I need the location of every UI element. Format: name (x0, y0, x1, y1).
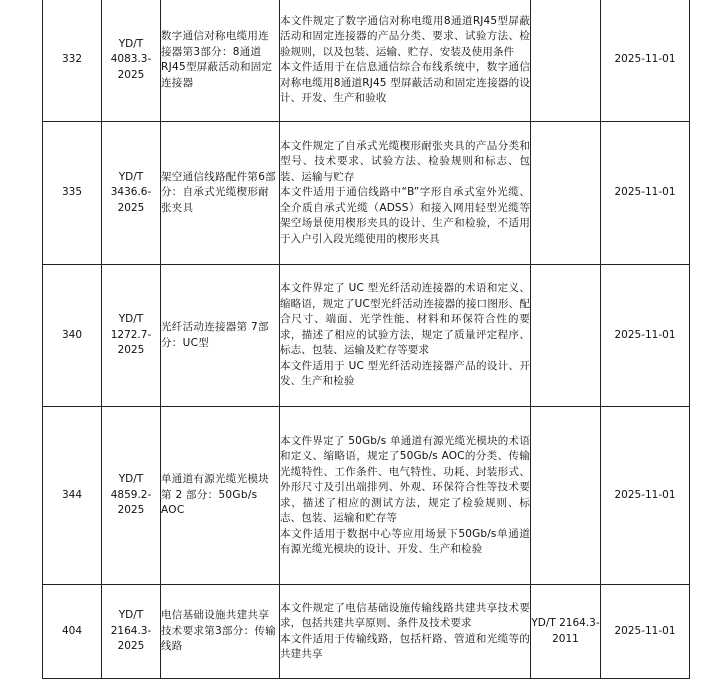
standard-name: 光纤活动连接器第 7部分：UC型 (161, 265, 280, 407)
effective-date: 2025-11-01 (601, 407, 690, 585)
replaced-standard (531, 122, 601, 265)
table-row (43, 585, 690, 679)
standard-name: 电信基础设施共建共享技术要求第3部分：传输线路 (161, 585, 280, 679)
standard-scope: 本文件界定了 UC 型光纤活动连接器的术语和定义、缩略语，规定了UC型光纤活动连接器的接口图形、配合尺寸、端面、光学性能、材料和环保符合性的要求，描述了相应的试验方法，规定了质量评定程序、标志、包装、运输及贮存等要求 本文件适用于 UC 型光纤活动连接器产品的设计、开发、生产和检验 (280, 265, 531, 407)
table-row (43, 407, 690, 585)
standard-code: YD/T 4083.3- 2025 (102, 0, 161, 122)
table-row (43, 0, 690, 122)
row-number: 332 (43, 0, 102, 122)
standards-table (42, 0, 690, 679)
row-number: 340 (43, 265, 102, 407)
standard-code: YD/T 3436.6- 2025 (102, 122, 161, 265)
effective-date: 2025-11-01 (601, 122, 690, 265)
replaced-standard (531, 265, 601, 407)
effective-date: 2025-11-01 (601, 0, 690, 122)
replaced-standard (531, 0, 601, 122)
standard-name: 架空通信线路配件第6部分：自承式光缆楔形耐张夹具 (161, 122, 280, 265)
replaced-standard (531, 407, 601, 585)
table-row (43, 265, 690, 407)
standard-code: YD/T 1272.7- 2025 (102, 265, 161, 407)
standard-scope: 本文件规定了自承式光缆楔形耐张夹具的产品分类和型号、技术要求、试验方法、检验规则和标志、包装、运输与贮存 本文件适用于通信线路中“B”字形自承式室外光缆、全介质自承式光缆（ADSS）和接入网用轻型光缆等架空场景使用楔形夹具的设计、生产和检验，不适用于入户引入段光缆使用的楔形夹具 (280, 122, 531, 265)
replaced-standard: YD/T 2164.3-2011 (531, 585, 601, 679)
standard-code: YD/T 4859.2- 2025 (102, 407, 161, 585)
table-row (43, 122, 690, 265)
row-number: 404 (43, 585, 102, 679)
standard-scope: 本文件规定了电信基础设施传输线路共建共享技术要求，包括共建共享原则、条件及技术要求 本文件适用于传输线路，包括杆路、管道和光缆等的共建共享 (280, 585, 531, 679)
effective-date: 2025-11-01 (601, 585, 690, 679)
effective-date: 2025-11-01 (601, 265, 690, 407)
row-number: 335 (43, 122, 102, 265)
standard-name: 数字通信对称电缆用连接器第3部分：8通道RJ45型屏蔽活动和固定连接器 (161, 0, 280, 122)
standard-scope: 本文件界定了 50Gb/s 单通道有源光缆光模块的术语和定义、缩略语，规定了50Gb/s AOC的分类、传输光缆特性、工作条件、电气特性、功耗、封装形式、外形尺寸及引出端排列、外观、环保符合性等技术要求，描述了相应的测试方法，规定了检验规则、标志、包装、运输和贮存等 本文件适用于数据中心等应用场景下50Gb/s单通道有源光缆光模块的设计、开发、生产和检验 (280, 407, 531, 585)
standard-name: 单通道有源光缆光模块第 2 部分：50Gb/s AOC (161, 407, 280, 585)
row-number: 344 (43, 407, 102, 585)
standard-code: YD/T 2164.3- 2025 (102, 585, 161, 679)
standard-scope: 本文件规定了数字通信对称电缆用8通道RJ45型屏蔽活动和固定连接器的产品分类、要求、试验方法、检验规则，以及包装、运输、贮存、安装及使用条件 本文件适用于在信息通信综合布线系统中，数字通信对称电缆用8通道RJ45 型屏蔽活动和固定连接器的设计、开发、生产和验收 (280, 0, 531, 122)
